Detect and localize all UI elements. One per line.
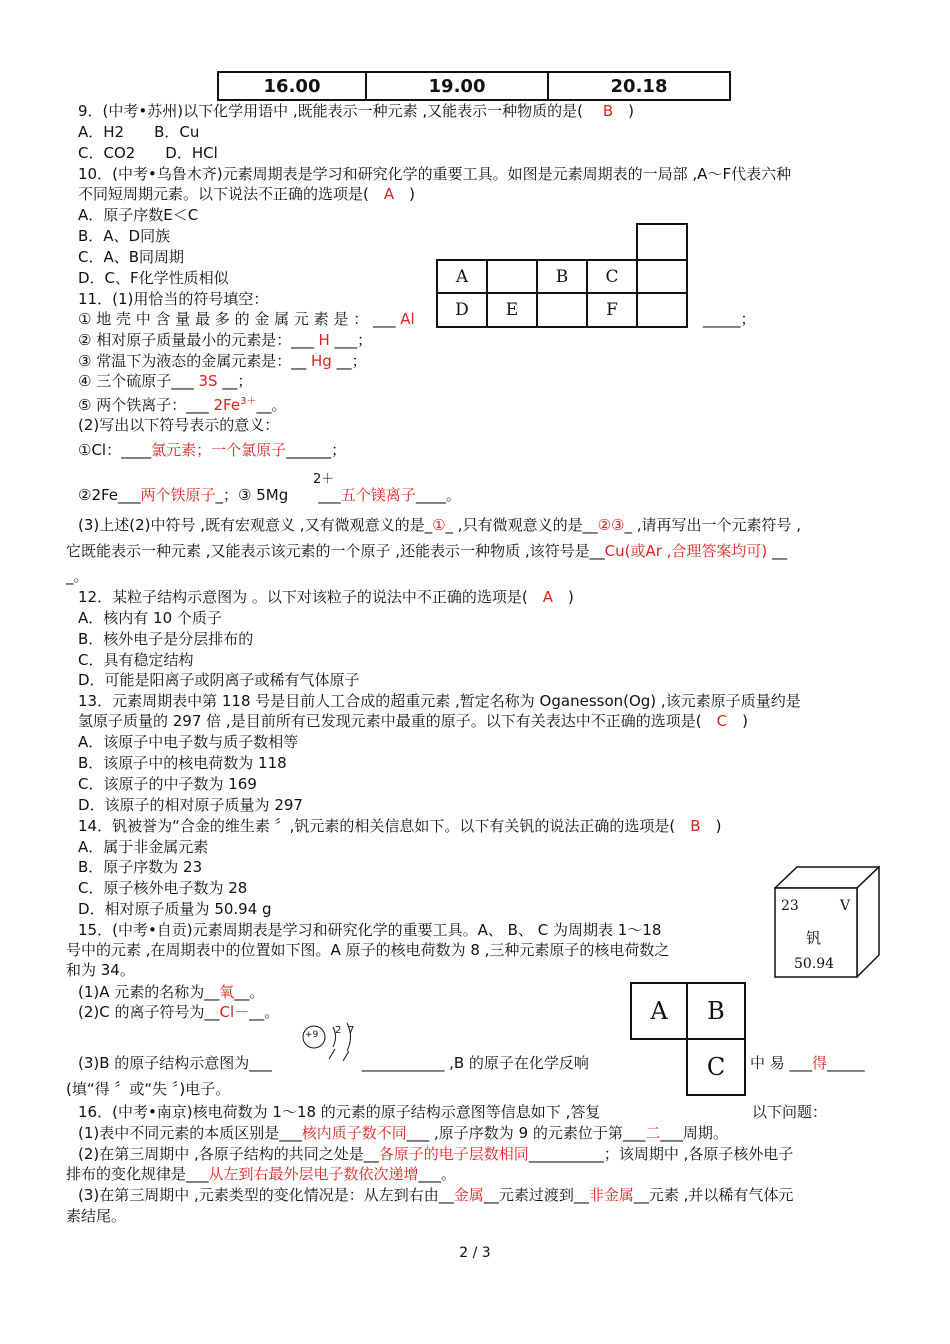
q15-part1: (1)A 元素的名称为__氧__。: [78, 983, 265, 1001]
q12-option-c: C．具有稳定结构: [78, 651, 194, 669]
q16-part2-line1: (2)在第三周期中 ,各原子结构的共同之处是__各原子的电子层数相同__________；该周期中 ,各原子核外电子: [78, 1145, 794, 1163]
q13-option-b: B．该原子中的核电荷数为 118: [78, 754, 287, 772]
atom-shell2-electrons: 7: [348, 1025, 355, 1036]
table-cell: B: [536, 259, 588, 294]
table-cell: F: [586, 292, 638, 328]
q11-head: 11．(1)用恰当的符号填空：: [78, 290, 269, 308]
q11-part3-line1: (3)上述(2)中符号 ,既有宏观意义 ,又有微观意义的是_①_ ,只有微观意义的是__②③_ ,请再写出一个元素符号 ,: [78, 516, 802, 534]
mg-charge-superscript: 2＋: [313, 472, 335, 487]
q9-stem: 9．(中考•苏州)以下化学用语中 ,既能表示一种元素 ,又能表示一种物质的是( B ): [78, 102, 634, 120]
q10-answer: A: [383, 185, 395, 203]
q16-part1: (1)表中不同元素的本质区别是___核内质子数不同___ ,原子序数为 9 的元素位于第___二___周期。: [78, 1124, 728, 1142]
q14-option-d: D．相对原子质量为 50.94 g: [78, 900, 272, 918]
q15-part3-note: (填“得 〞或“失 〞)电子。: [66, 1080, 231, 1098]
q16-part2-line2: 排布的变化规律是___从左到右最外层电子数依次递增___。: [66, 1165, 457, 1183]
q15-stem-line1: 15．(中考•自贡)元素周期表是学习和研究化学的重要工具。A、 B、 C 为周期表 1～18: [78, 921, 662, 939]
table-cell: 16.00: [218, 72, 366, 100]
q13-stem-line1: 13．元素周期表中第 118 号是目前人工合成的超重元素 ,暂定名称为 Oganesson(Og) ,该元素原子质量约是: [78, 692, 801, 710]
table-cell: E: [486, 292, 538, 328]
table-cell-empty: [636, 223, 688, 261]
q9-options-cd: C．CO2 D．HCl: [78, 144, 218, 162]
periodic-table-fragment: [436, 223, 688, 328]
q15-stem-line2: 号中的元素 ,在周期表中的位置如下图。A 原子的核电荷数为 8 ,三种元素原子的核电荷数之: [66, 941, 670, 959]
q12-stem: 12．某粒子结构示意图为 。以下对该粒子的说法中不正确的选项是( A ): [78, 588, 574, 606]
q11-line4: ④ 三个硫原子___ 3S __；: [78, 372, 253, 390]
q11-line1: ① 地 壳 中 含 量 最 多 的 金 属 元 素 是 ： ___ Al: [78, 310, 415, 328]
element-symbol: V: [840, 898, 851, 914]
element-name: 钒: [806, 929, 822, 947]
q11-line1-tail: _____；: [703, 310, 756, 328]
q11-part3-line3: _。: [66, 567, 89, 585]
q15-part2: (2)C 的离子符号为__Cl－__。: [78, 1003, 280, 1021]
table-cell: D: [436, 292, 488, 328]
table-cell: 19.00: [366, 72, 548, 100]
atom-shell1-electrons: 2: [335, 1025, 342, 1036]
q14-option-c: C．原子核外电子数为 28: [78, 879, 248, 897]
table-cell: B: [686, 982, 746, 1040]
q9-options-ab: A．H2 B．Cu: [78, 123, 200, 141]
q13-stem-line2: 氢原子质量的 297 倍 ,是目前所有已发现元素中最重的原子。以下有关表达中不正确的选项是( C ): [78, 712, 748, 730]
table-cell: C: [686, 1038, 746, 1096]
q10-stem-line1: 10．(中考•乌鲁木齐)元素周期表是学习和研究化学的重要工具。如图是元素周期表的一局部 ,A～F代表六种: [78, 165, 792, 183]
q11-line3: ③ 常温下为液态的金属元素是：__ Hg __；: [78, 352, 367, 370]
q15-stem-line3: 和为 34。: [66, 961, 135, 979]
table-cell: [486, 259, 538, 294]
page-number: 2 / 3: [459, 1245, 491, 1261]
element-mass: 50.94: [794, 956, 835, 972]
q12-option-b: B．核外电子是分层排布的: [78, 630, 254, 648]
q12-option-d: D．可能是阳离子或阴离子或稀有气体原子: [78, 671, 360, 689]
table-cell: 20.18: [548, 72, 730, 100]
q16-part3-line2: 素结尾。: [66, 1207, 127, 1225]
q11-cl-meaning: ①Cl：____氯元素；一个氯原子______；: [78, 441, 347, 459]
q13-option-c: C．该原子的中子数为 169: [78, 775, 257, 793]
top-data-table: [217, 71, 731, 101]
vanadium-element-card: [774, 866, 880, 978]
table-cell: C: [586, 259, 638, 294]
q16-part3-line1: (3)在第三周期中 ,元素类型的变化情况是：从左到右由__金属__元素过渡到__非金属__元素 ,并以稀有气体元: [78, 1186, 794, 1204]
q11-fe-mg-meaning: ②2Fe___两个铁原子_；③ 5Mg ___五个镁离子____。: [78, 486, 461, 504]
q12-option-a: A．核内有 10 个质子: [78, 609, 222, 627]
q14-option-a: A．属于非金属元素: [78, 838, 209, 856]
q13-option-d: D．该原子的相对原子质量为 297: [78, 796, 303, 814]
q10-option-d: D．C、F化学性质相似: [78, 269, 229, 287]
table-cell-empty: [636, 259, 688, 294]
q14-stem: 14．钒被誉为“合金的维生素 〞,钒元素的相关信息如下。以下有关钒的说法正确的选项是( B ): [78, 817, 722, 835]
table-cell: A: [630, 982, 688, 1040]
q10-stem-line2: 不同短周期元素。以下说法不正确的选项是( A ): [78, 185, 416, 203]
table-cell: [536, 292, 588, 328]
q10-option-c: C．A、B同周期: [78, 248, 185, 266]
q14-option-b: B．原子序数为 23: [78, 858, 203, 876]
abc-periodic-fragment: [630, 982, 746, 1096]
q16-stem: 16．(中考•南京)核电荷数为 1～18 的元素的原子结构示意图等信息如下 ,答复: [78, 1103, 601, 1121]
element-atomic-number: 23: [781, 898, 799, 914]
q15-part3-answer: 中 易 ___得_____: [750, 1054, 865, 1072]
q13-answer: C: [716, 712, 728, 730]
q14-answer: B: [690, 817, 701, 835]
q13-option-a: A．该原子中电子数与质子数相等: [78, 733, 299, 751]
atom-nucleus-charge: +9: [305, 1030, 319, 1040]
q15-part3: (3)B 的原子结构示意图为___ ___________ ,B 的原子在化学反响: [78, 1054, 589, 1072]
q11-part2-head: (2)写出以下符号表示的意义：: [78, 416, 280, 434]
q11-line5: ⑤ 两个铁离子：___ $2Fe^{3+}\_\_$。: [78, 396, 287, 414]
q11-part3-line2: 它既能表示一种元素 ,又能表示该元素的一个原子 ,还能表示一种物质 ,该符号是__Cu(或Ar ,合理答案均可) __: [66, 542, 788, 560]
q10-option-b: B．A、D同族: [78, 227, 171, 245]
q9-answer: B: [602, 102, 614, 120]
table-cell: A: [436, 259, 488, 294]
q10-option-a: A．原子序数E＜C: [78, 206, 199, 224]
q11-line2: ② 相对原子质量最小的元素是：___ H ___；: [78, 331, 373, 349]
q16-stem-tail: 以下问题：: [752, 1103, 828, 1121]
q12-answer: A: [542, 588, 553, 606]
table-cell-empty: [636, 292, 688, 328]
